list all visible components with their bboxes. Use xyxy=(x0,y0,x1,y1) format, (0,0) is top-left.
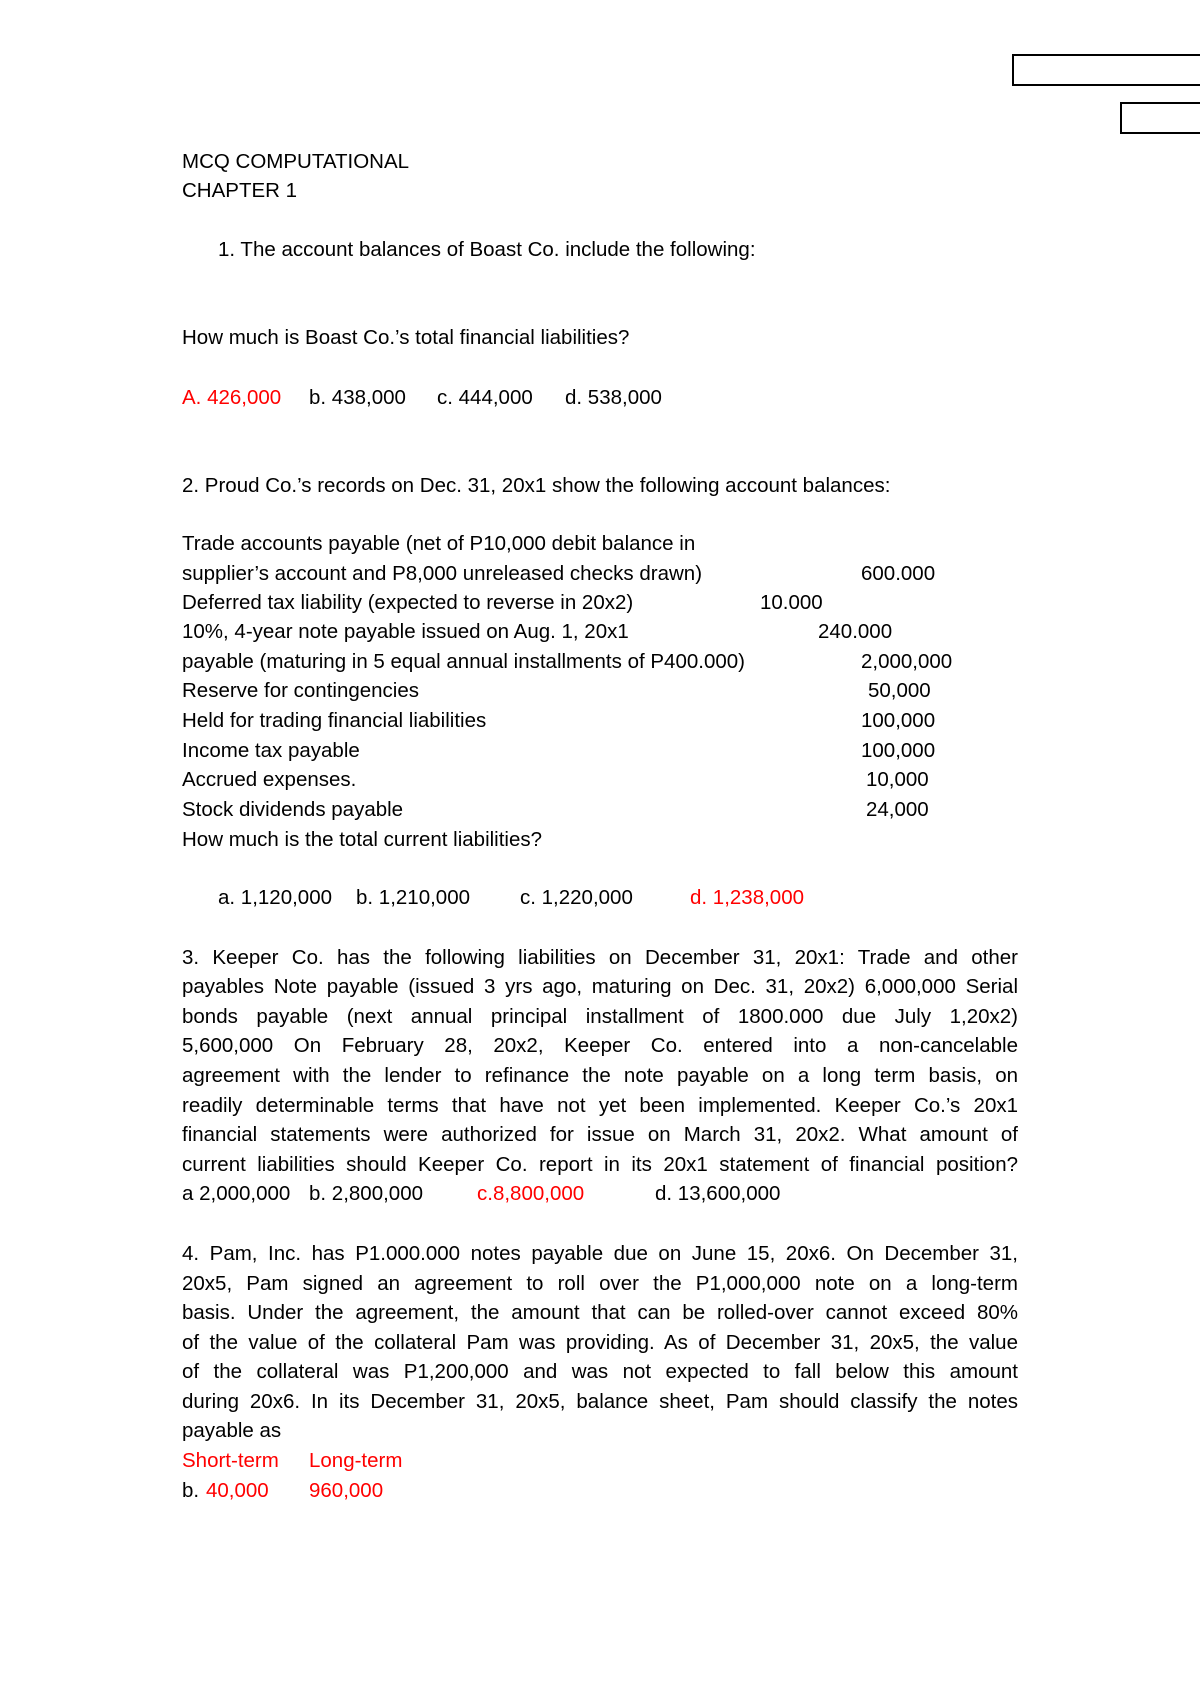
q3-line: bonds payable (next annual principal installment of 1800.000 due July 1,20x2) xyxy=(182,1005,1018,1028)
q3-choice-b: b. 2,800,000 xyxy=(309,1182,423,1205)
q2-row-label: Trade accounts payable (net of P10,000 debit balance in xyxy=(182,532,696,555)
q1-choice-b: b. 438,000 xyxy=(309,386,406,409)
q2-row-amount: 10.000 xyxy=(760,591,823,614)
q1-question: How much is Boast Co.’s total financial liabilities? xyxy=(182,326,630,349)
q4-last-line: payable as xyxy=(182,1419,282,1442)
q3-choice-c: c.8,800,000 xyxy=(477,1182,585,1205)
q2-choice-c: c. 1,220,000 xyxy=(520,886,633,909)
q4-answer-letter: b. xyxy=(182,1479,200,1502)
q3-line: current liabilities should Keeper Co. report in its 20x1 statement of financial position? xyxy=(182,1153,1018,1176)
q2-row-amount: 50,000 xyxy=(868,679,931,702)
chapter-heading: CHAPTER 1 xyxy=(182,179,298,202)
page-title: MCQ COMPUTATIONAL xyxy=(182,150,410,173)
q4-line: of the value of the collateral Pam was providing. As of December 31, 20x5, the value xyxy=(182,1331,1018,1354)
q2-row-label: payable (maturing in 5 equal annual installments of P400.000) xyxy=(182,650,745,673)
q2-row-amount: 240.000 xyxy=(818,620,893,643)
q2-prompt: 2. Proud Co.’s records on Dec. 31, 20x1 show the following account balances: xyxy=(182,474,891,497)
q2-row-amount: 600.000 xyxy=(861,562,936,585)
q2-row-amount: 100,000 xyxy=(861,709,936,732)
q3-line: agreement with the lender to refinance the note payable on a long term basis, on xyxy=(182,1064,1018,1087)
q4-head-short-term: Short-term xyxy=(182,1449,279,1472)
q2-row-amount: 10,000 xyxy=(866,768,929,791)
q2-row-label: Deferred tax liability (expected to reverse in 20x2) xyxy=(182,591,634,614)
q2-row-label: Held for trading financial liabilities xyxy=(182,709,487,732)
q2-row-label: Reserve for contingencies xyxy=(182,679,420,702)
q4-head-long-term: Long-term xyxy=(309,1449,403,1472)
q4-line: of the collateral was P1,200,000 and was not expected to fall below this amount xyxy=(182,1360,1018,1383)
q1-choice-a: A. 426,000 xyxy=(182,386,282,409)
q3-line: 3. Keeper Co. has the following liabilities on December 31, 20x1: Trade and other xyxy=(182,946,1018,969)
q3-choice-d: d. 13,600,000 xyxy=(655,1182,781,1205)
q2-row-amount: 100,000 xyxy=(861,739,936,762)
q4-answer-long: 960,000 xyxy=(309,1479,384,1502)
q1-choice-d: d. 538,000 xyxy=(565,386,662,409)
q2-row-amount: 2,000,000 xyxy=(861,650,953,673)
q2-row-label: Accrued expenses. xyxy=(182,768,357,791)
q4-line: 4. Pam, Inc. has P1.000.000 notes payable due on June 15, 20x6. On December 31, xyxy=(182,1242,1018,1265)
q2-row-label: Income tax payable xyxy=(182,739,360,762)
header-box-narrow xyxy=(1120,102,1200,134)
q4-line: 20x5, Pam signed an agreement to roll over the P1,000,000 note on a long-term xyxy=(182,1272,1018,1295)
q3-choice-a: a 2,000,000 xyxy=(182,1182,291,1205)
q3-line: 5,600,000 On February 28, 20x2, Keeper Co. entered into a non-cancelable xyxy=(182,1034,1018,1057)
q2-question: How much is the total current liabilities? xyxy=(182,828,543,851)
q2-choice-a: a. 1,120,000 xyxy=(218,886,332,909)
q2-choice-d: d. 1,238,000 xyxy=(690,886,804,909)
header-box-wide xyxy=(1012,54,1200,86)
q3-line: readily determinable terms that have not yet been implemented. Keeper Co.’s 20x1 xyxy=(182,1094,1018,1117)
q4-line: basis. Under the agreement, the amount that can be rolled-over cannot exceed 80% xyxy=(182,1301,1018,1324)
q2-row-label: Stock dividends payable xyxy=(182,798,404,821)
q4-answer-short: 40,000 xyxy=(206,1479,269,1502)
q2-row-label: supplier’s account and P8,000 unreleased checks drawn) xyxy=(182,562,703,585)
q2-choice-b: b. 1,210,000 xyxy=(356,886,470,909)
q1-choice-c: c. 444,000 xyxy=(437,386,533,409)
q4-line: during 20x6. In its December 31, 20x5, balance sheet, Pam should classify the notes xyxy=(182,1390,1018,1413)
q2-row-label: 10%, 4-year note payable issued on Aug. 1, 20x1 xyxy=(182,620,629,643)
q1-prompt: 1. The account balances of Boast Co. include the following: xyxy=(218,238,756,261)
q3-line: payables Note payable (issued 3 yrs ago, maturing on Dec. 31, 20x2) 6,000,000 Serial xyxy=(182,975,1018,998)
q3-line: financial statements were authorized for issue on March 31, 20x2. What amount of xyxy=(182,1123,1018,1146)
q2-row-amount: 24,000 xyxy=(866,798,929,821)
